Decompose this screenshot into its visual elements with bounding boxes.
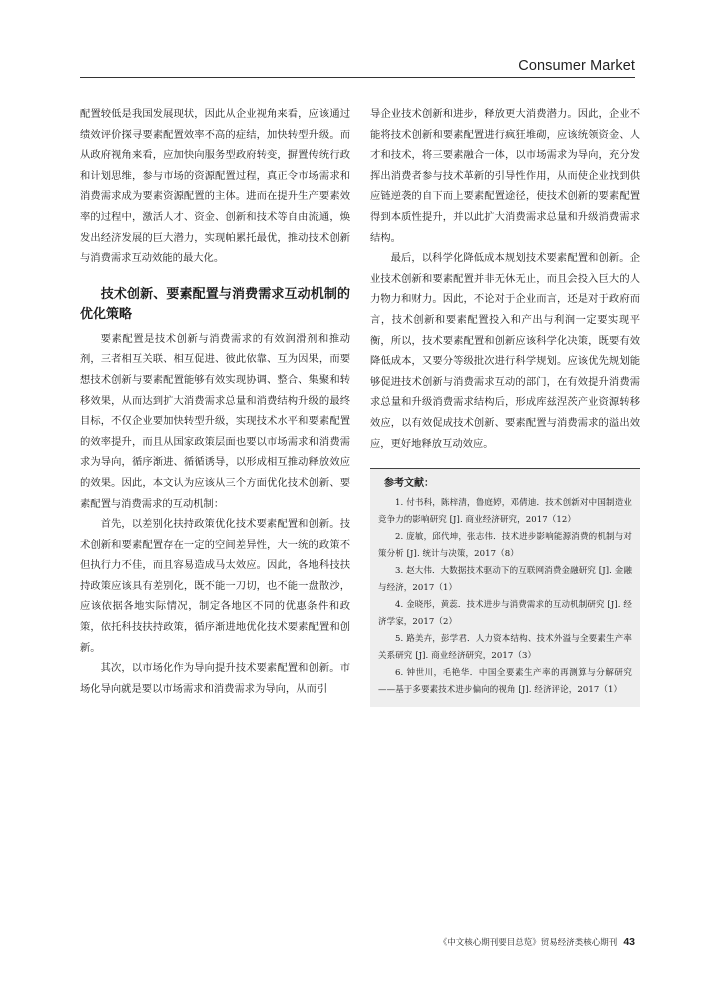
header-divider xyxy=(80,77,635,78)
body-paragraph: 其次，以市场化作为导向提升技术要素配置和创新。市场化导向就是要以市场需求和消费需求为导向，从而引 xyxy=(80,662,350,695)
references-box xyxy=(370,468,640,707)
reference-item: 2. 庞敏，邱代坤，张志伟．技术进步影响能源消费的机制与对策分析 [J]. 统计与决策，2017（8） xyxy=(378,532,632,560)
footer-journal-label: 《中文核心期刊要目总览》贸易经济类核心期刊 xyxy=(438,937,618,947)
left-column xyxy=(80,104,350,699)
reference-item: 3. 赵大伟．大数据技术驱动下的互联网消费金融研究 [J]. 金融与经济，2017（1） xyxy=(378,566,632,594)
reference-item: 1. 付书科，陈梓清，鲁庭婷，邓倩迪．技术创新对中国制造业竞争力的影响研究 [J]. 商业经济研究，2017（12） xyxy=(378,498,632,526)
page-number: 43 xyxy=(623,936,635,948)
references-heading: 参考文献： xyxy=(384,478,434,490)
body-paragraph: 最后，以科学化降低成本规划技术要素配置和创新。企业技术创新和要素配置并非无休无止，而且会投入巨大的人力物力和财力。因此，不论对于企业而言，还是对于政府而言，技术创新和要素配置投入和产出与利润一定要实现平衡，所以，技术要素配置和创新应该科学化决策，既要有效降低成本，又要分等级批次进行科学规划。应该优先规划能够促进技术创新与消费需求互动的部门，在有效提升消费需求总量和升级消费需求结构后，形成库兹涅茨产业资源转移效应，以有效促成技术创新、要素配置与消费需求的溢出效应，更好地释放互动效应。 xyxy=(370,252,640,450)
body-paragraph: 首先，以差别化扶持政策优化技术要素配置和创新。技术创新和要素配置存在一定的空间差异性，大一统的政策不但执行力不佳，而且容易造成马太效应。因此，各地科技扶持政策应该具有差别化，既不能一刀切，也不能一盘散沙，应该依据各地实际情况，制定各地区不同的优惠条件和政策，依托科技扶持政策，循序渐进地优化技术要素配置和创新。 xyxy=(80,518,350,654)
section-heading: 技术创新、要素配置与消费需求互动机制的优化策略 xyxy=(80,285,350,321)
body-paragraph: 要素配置是技术创新与消费需求的有效润滑剂和推动剂，三者相互关联、相互促进、彼此依靠、互为因果，而要想技术创新与要素配置能够有效实现协调、整合、集聚和转移效果，从而达到扩大消费需求总量和消费结构升级的最终目标，不仅企业要加快转型升级，实现技术水平和要素配置的效率提升，而且从国家政策层面也要以市场需求和消费需求为导向，循序渐进、循循诱导，以形成相互推动释放效应的效果。因此，本文认为应该从三个方面优化技术创新、要素配置与消费需求的互动机制： xyxy=(80,332,350,510)
body-paragraph: 配置较低是我国发展现状，因此从企业视角来看，应该通过绩效评价探寻要素配置效率不高的症结，加快转型升级。而从政府视角来看，应加快向服务型政府转变，摒置传统行政和计划思维，参与市场的资源配置过程，真正令市场需求和消费需求成为要素资源配置的主体。进而在提升生产要素效率的过程中，激活人才、资金、创新和技术等自由流通，焕发出经济发展的巨大潜力，实现帕累托最优，推动技术创新与消费需求互动效能的最大化。 xyxy=(80,108,350,265)
reference-item: 4. 金晓彤，黄蕊．技术进步与消费需求的互动机制研究 [J]. 经济学家，2017（2） xyxy=(378,600,632,628)
reference-item: 6. 钟世川，毛艳华．中国全要素生产率的再测算与分解研究——基于多要素技术进步偏向的视角 [J]. 经济评论，2017（1） xyxy=(378,668,632,696)
reference-item: 5. 路美卉，彭学君．人力资本结构、技术外溢与全要素生产率关系研究 [J]. 商业经济研究，2017（3） xyxy=(378,634,632,662)
right-column xyxy=(370,104,640,707)
body-paragraph: 导企业技术创新和进步，释放更大消费潜力。因此，企业不能将技术创新和要素配置进行疯狂堆砌，应该统领资金、人才和技术，将三要素融合一体，以市场需求为导向，充分发挥出消费者参与技术革新的引导性作用，从而使企业找到供应链逆袭的自下而上要素配置途径，使技术创新的要素配置得到本质性提升，并以此扩大消费需求总量和升级消费需求结构。 xyxy=(370,108,640,244)
running-header-title: Consumer Market xyxy=(518,58,635,74)
page-footer xyxy=(439,936,635,948)
